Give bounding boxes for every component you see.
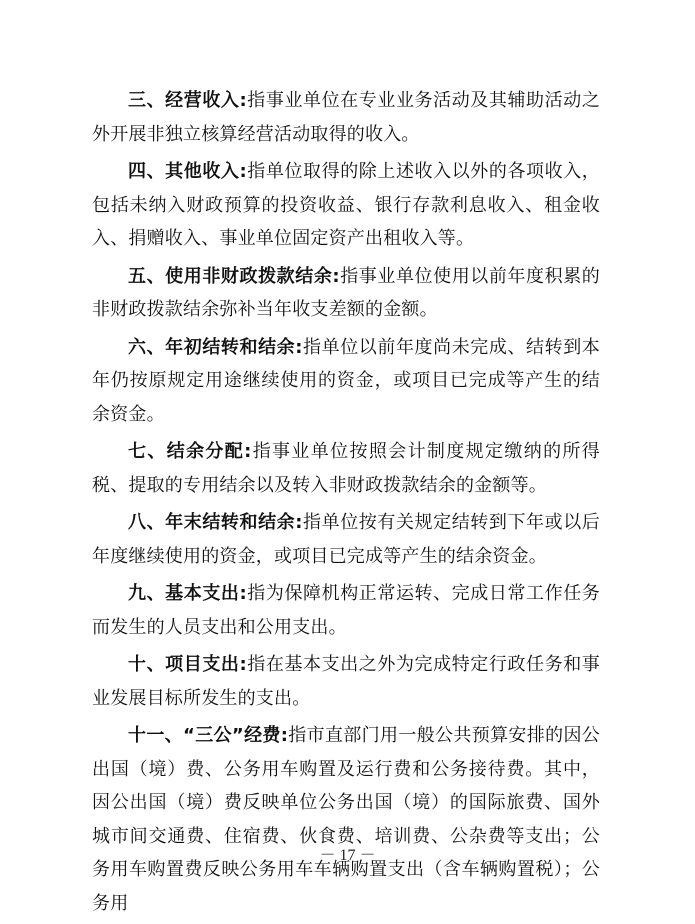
term-label: 五、使用非财政拨款结余: [128,265,340,287]
term-definition: 指单位以前年度尚未完成、结转到本年仍按原规定用途继续使用的资金，或项目已完成等产生的结余资金。 [92,336,600,425]
term-label: 八、年末结转和结余: [128,512,303,533]
paragraph-basic-expenditure [92,577,600,644]
term-label: 六、年初结转和结余: [128,336,303,358]
term-label: 三、经营收入: [128,90,247,111]
paragraph-other-income [92,155,600,256]
term-label: 七、结余分配: [128,441,252,462]
paragraph-project-expenditure [92,648,600,715]
paragraph-use-of-non-fiscal-surplus [92,260,600,327]
term-label: 十、项目支出: [128,654,247,675]
term-label: 九、基本支出: [128,583,247,604]
term-definition: 指单位按有关规定结转到下年或以后年度继续使用的资金，或项目已完成等产生的结余资金。 [92,512,600,567]
document-body [92,84,600,924]
term-definition: 指事业单位使用以前年度积累的非财政拨款结余弥补当年收支差额的金额。 [92,265,600,320]
term-definition: 指单位取得的除上述收入以外的各项收入，包括未纳入财政预算的投资收益、银行存款利息收入、租金收入、捐赠收入、事业单位固定资产出租收入等。 [92,161,600,249]
term-label: 四、其他收入: [128,161,247,182]
paragraph-three-public-expenses [92,719,600,920]
page-number: － 17 － [319,847,376,864]
term-definition: 指市直部门用一般公共预算安排的因公出国（境）费、公务用车购置及运行费和公务接待费。其中，因公出国（境）费反映单位公务出国（境）的国际旅费、国外城市间交通费、住宿费、伙食费、培训费、公杂费等支出；公务用车购置费反映公务用车车辆购置支出（含车辆购置税）；公务用 [92,725,600,914]
term-definition: 指事业单位在专业业务活动及其辅助活动之外开展非独立核算经营活动取得的收入。 [92,90,600,145]
paragraph-business-income [92,84,600,151]
term-definition: 指事业单位按照会计制度规定缴纳的所得税、提取的专用结余以及转入非财政拨款结余的金额等。 [92,441,600,496]
term-definition: 指为保障机构正常运转、完成日常工作任务而发生的人员支出和公用支出。 [92,583,600,638]
term-label: 十一、“三公”经费: [128,725,289,746]
paragraph-year-end-carryover [92,506,600,573]
paragraph-surplus-distribution [92,435,600,502]
paragraph-beginning-carryover [92,331,600,432]
term-definition: 指在基本支出之外为完成特定行政任务和事业发展目标所发生的支出。 [92,654,600,709]
